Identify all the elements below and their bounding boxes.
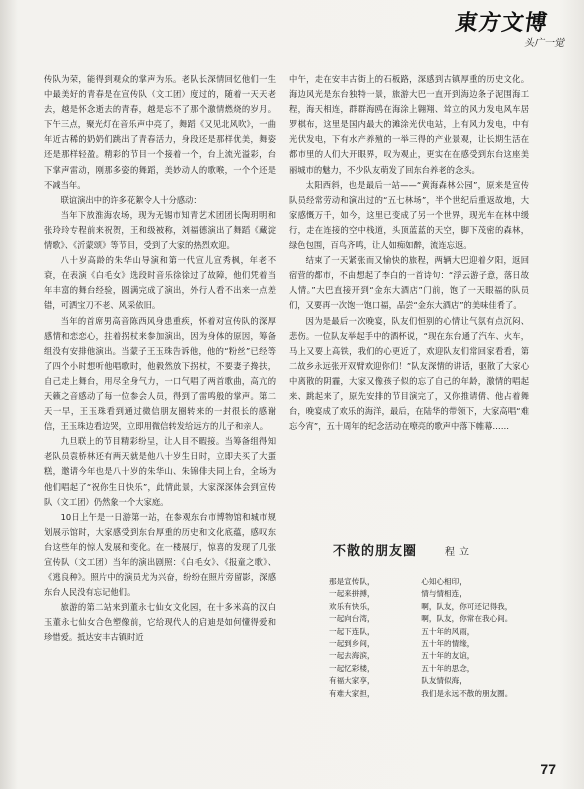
poem-line: 一起向台湾， xyxy=(329,614,375,624)
poem-line: 一起去海滨， xyxy=(329,651,375,661)
poem-line: 一起来拼搏， xyxy=(329,589,375,599)
poem-left-lines xyxy=(329,576,421,700)
poem-line: 一起下连队， xyxy=(329,626,375,636)
poem-line: 五十年的思念， xyxy=(421,663,475,673)
poem-line: 有难大家担， xyxy=(329,688,375,698)
magazine-logo xyxy=(453,6,566,56)
poem-line: 我们是永远不散的朋友圈。 xyxy=(421,688,513,698)
article-right-column xyxy=(289,72,529,434)
article-paragraph: 10日上午是一日游第一站，在参观东台市博物馆和城市规划展示馆时，大家感受到东台厚重的历史和文化底蕴，感叹东台这些年的惊人发展和变化。在一楼展厅，惊喜的发现了几张宣传队（文工团）当年的演出剧照：《白毛女》、《报童之歌》、《逃良种》。照片中的演员尤为兴奋，纷纷在照片旁留影，深感东台人民没有忘记他们。 xyxy=(44,511,276,598)
article-paragraph: 结束了一天紧张而又愉快的旅程，两辆大巴迎着夕阳，返回宿营的都市，不由想起了李白的一首诗句：“浮云游子意，落日故人情。”大巴直接开到“金东大酒店”门前，饱了一天眼福的队员们，又要再一次饱一饱口福，品尝“金东大酒店”的美味佳肴了。 xyxy=(289,255,529,311)
article-paragraph: 旅游的第二站来到董永七仙女文化园，在十多米高的汉白玉董永七仙女合色塑像前，它给现代人的启迪是如何懂得爱和珍惜爱。抵达安丰古镇时近 xyxy=(44,602,276,643)
poem-line: 五十年的情缘， xyxy=(421,639,475,649)
poem-author: 程立 xyxy=(445,547,474,558)
logo-signature: 头广一觉 xyxy=(524,38,564,49)
logo-brand-text: 東方文博 xyxy=(453,10,550,36)
poem-line: 啊，队友，你常在我心间。 xyxy=(421,614,513,624)
poem-line: 五十年的友谊， xyxy=(421,651,475,661)
article-paragraph: 太阳西斜，也是最后一站——“黄海森林公园”，原来是宣传队员经常劳动和演出过的“五七林场”，半个世纪后重返故地，大家感慨万千，如今，这里已变成了另一个世界，现光车在林中缓行，走在连接的空中栈道，头顶蓝蓝的天空，脚下茂密的森林，绿色包围，百鸟齐鸣，让人如痴如醉，流连忘返。 xyxy=(289,179,529,251)
article-left-column xyxy=(44,72,276,646)
article-paragraph: 当年下放淮海农场，现为无锡市知青艺术团团长陶玥明和张玲玲专程前来祝贺，王和级被称，刘福德演出了舞蹈《藏淀情歌》、《沂蒙颂》等节目，受到了大家的热烈欢迎。 xyxy=(44,209,276,251)
poem-right-lines xyxy=(421,576,539,700)
article-paragraph: 传队为荣，能得到观众的掌声为乐。老队长深情回忆他们一生中最美好的青春是在宣传队（文工团）度过的，随着一天天老去，越是怀念逝去的青春，越是忘不了那个激情燃烧的岁月。下午三点，聚光灯在音乐声中亮了，舞蹈《又见北风吹》，一曲年近古稀的奶奶们跳出了青春活力，身段还是那样优美，舞姿还是那样轻盈。精彩的节目一个接着一个，台上流光溢彩，台下掌声雷动，刚那多姿的舞蹈，美妙动人的歌喉，一个个还是不减当年。 xyxy=(44,74,276,190)
poem-line: 一起忆彩楼， xyxy=(329,663,375,673)
poem-line: 那是宣传队， xyxy=(329,577,375,586)
poem-section xyxy=(289,540,539,700)
article-paragraph: 八十岁高龄的朱华山导演和第一代宣儿宣秀枫，年老不衰，在表演《白毛女》选段时音乐徐徐过了故障，他们凭着当年丰富的舞台经验，圆满完成了演出，外行人看不出来一点差错，可洒宝刀不老、风采依旧。 xyxy=(44,255,276,311)
poem-line: 队友情似海， xyxy=(421,676,467,686)
poem-title: 不散的朋友圈 xyxy=(333,544,418,559)
poem-line: 五十年的风雨， xyxy=(421,626,475,636)
article-paragraph: 九旦联上的节目精彩纷呈，让人目不暇接。当筹备组得知老队员袁桥林还有两天就是他八十岁生日时，立即夫买了大蛋糕，邀请今年也是八十岁的朱华山、朱锦俳夫同上台，全场为他们唱起了“祝你生日快乐”，此情此景，大家深深体会到宣传队（文工团）仍然象一个大家庭。 xyxy=(44,436,276,507)
article-paragraph: 联谊演出中的许多花絮令人十分感动： xyxy=(60,194,202,205)
article-paragraph: 因为是最后一次晚宴，队友们恒别的心情让气氛有点沉闷、悲伤。一位队友举起手中的酒杯说，“现在东台通了汽车、火车，马上又要上高铁，我们的心更近了，欢迎队友们常回家看看，第二故乡永远张开双臂欢迎你们！”队友深情的讲话，驱散了大家心中离散的阴霾，大家又像孩子似的忘了自己的年龄，激情的唱起来、跳起来了，原先安排的节目演完了，又你推请倩、他占着舞台，晚宴成了欢乐的海洋，最后，在陆华的带领下，大家高唱“难忘今宵”，五十周年的纪念活动在嘹亮的歌声中落下帷幕…… xyxy=(289,315,529,432)
poem-line: 啊，队友，你可还记得我， xyxy=(421,601,513,611)
poem-line: 一起到乡间， xyxy=(329,639,375,649)
poem-body xyxy=(329,576,539,700)
poem-line: 情与情相连， xyxy=(421,589,467,599)
poem-line: 欢乐有快乐， xyxy=(329,601,375,611)
poem-line: 心知心相印， xyxy=(421,577,467,586)
article-paragraph: 中午，走在安丰古街上的石板路，深感到古镇厚重的历史文化。海边风光是东台独特一景，旅游大巴一直开到海边条子泥围海工程，海天相连，群群海鸥在海涂上翱翔、耸立的风力发电风车居罗棋布，这里是国内最大的滩涂光伏电站，上有风力发电，中有光伏发电，下有水产养殖的一举三得的产业景观，让长期生活在都市里的人们大开眼界，叹为观止，更实在在感受到东台这座美丽城市的魅力，不少队友萌发了回东台养老的念头。 xyxy=(289,74,529,175)
page-number: 77 xyxy=(540,761,556,777)
poem-line: 有福大家享， xyxy=(329,676,375,686)
article-paragraph: 当年的首席男高音陈西风身患重疾，怀着对宣传队的深厚感情和恋恋心，拄着拐杖来参加演出，因为身体的原因，筹备组没有安排他演出。当蒙子王玉珠告诉他，他的“粉丝”已经等了四个小时想听他唱歌时，他毅然放下拐杖，不要妻子搀扶，自己走上舞台，用尽全身气力，一口气唱了两首歌曲，高亢的天籁之音感动了每一位参会人员，得到了雷鸣般的掌声。第二天一早，王玉珠看到通过微信朋友圈转来的一封很长的感谢信，王玉珠边看边哭，立即用微信转发给远方的儿子和亲人。 xyxy=(44,315,276,432)
poem-heading xyxy=(333,540,539,559)
